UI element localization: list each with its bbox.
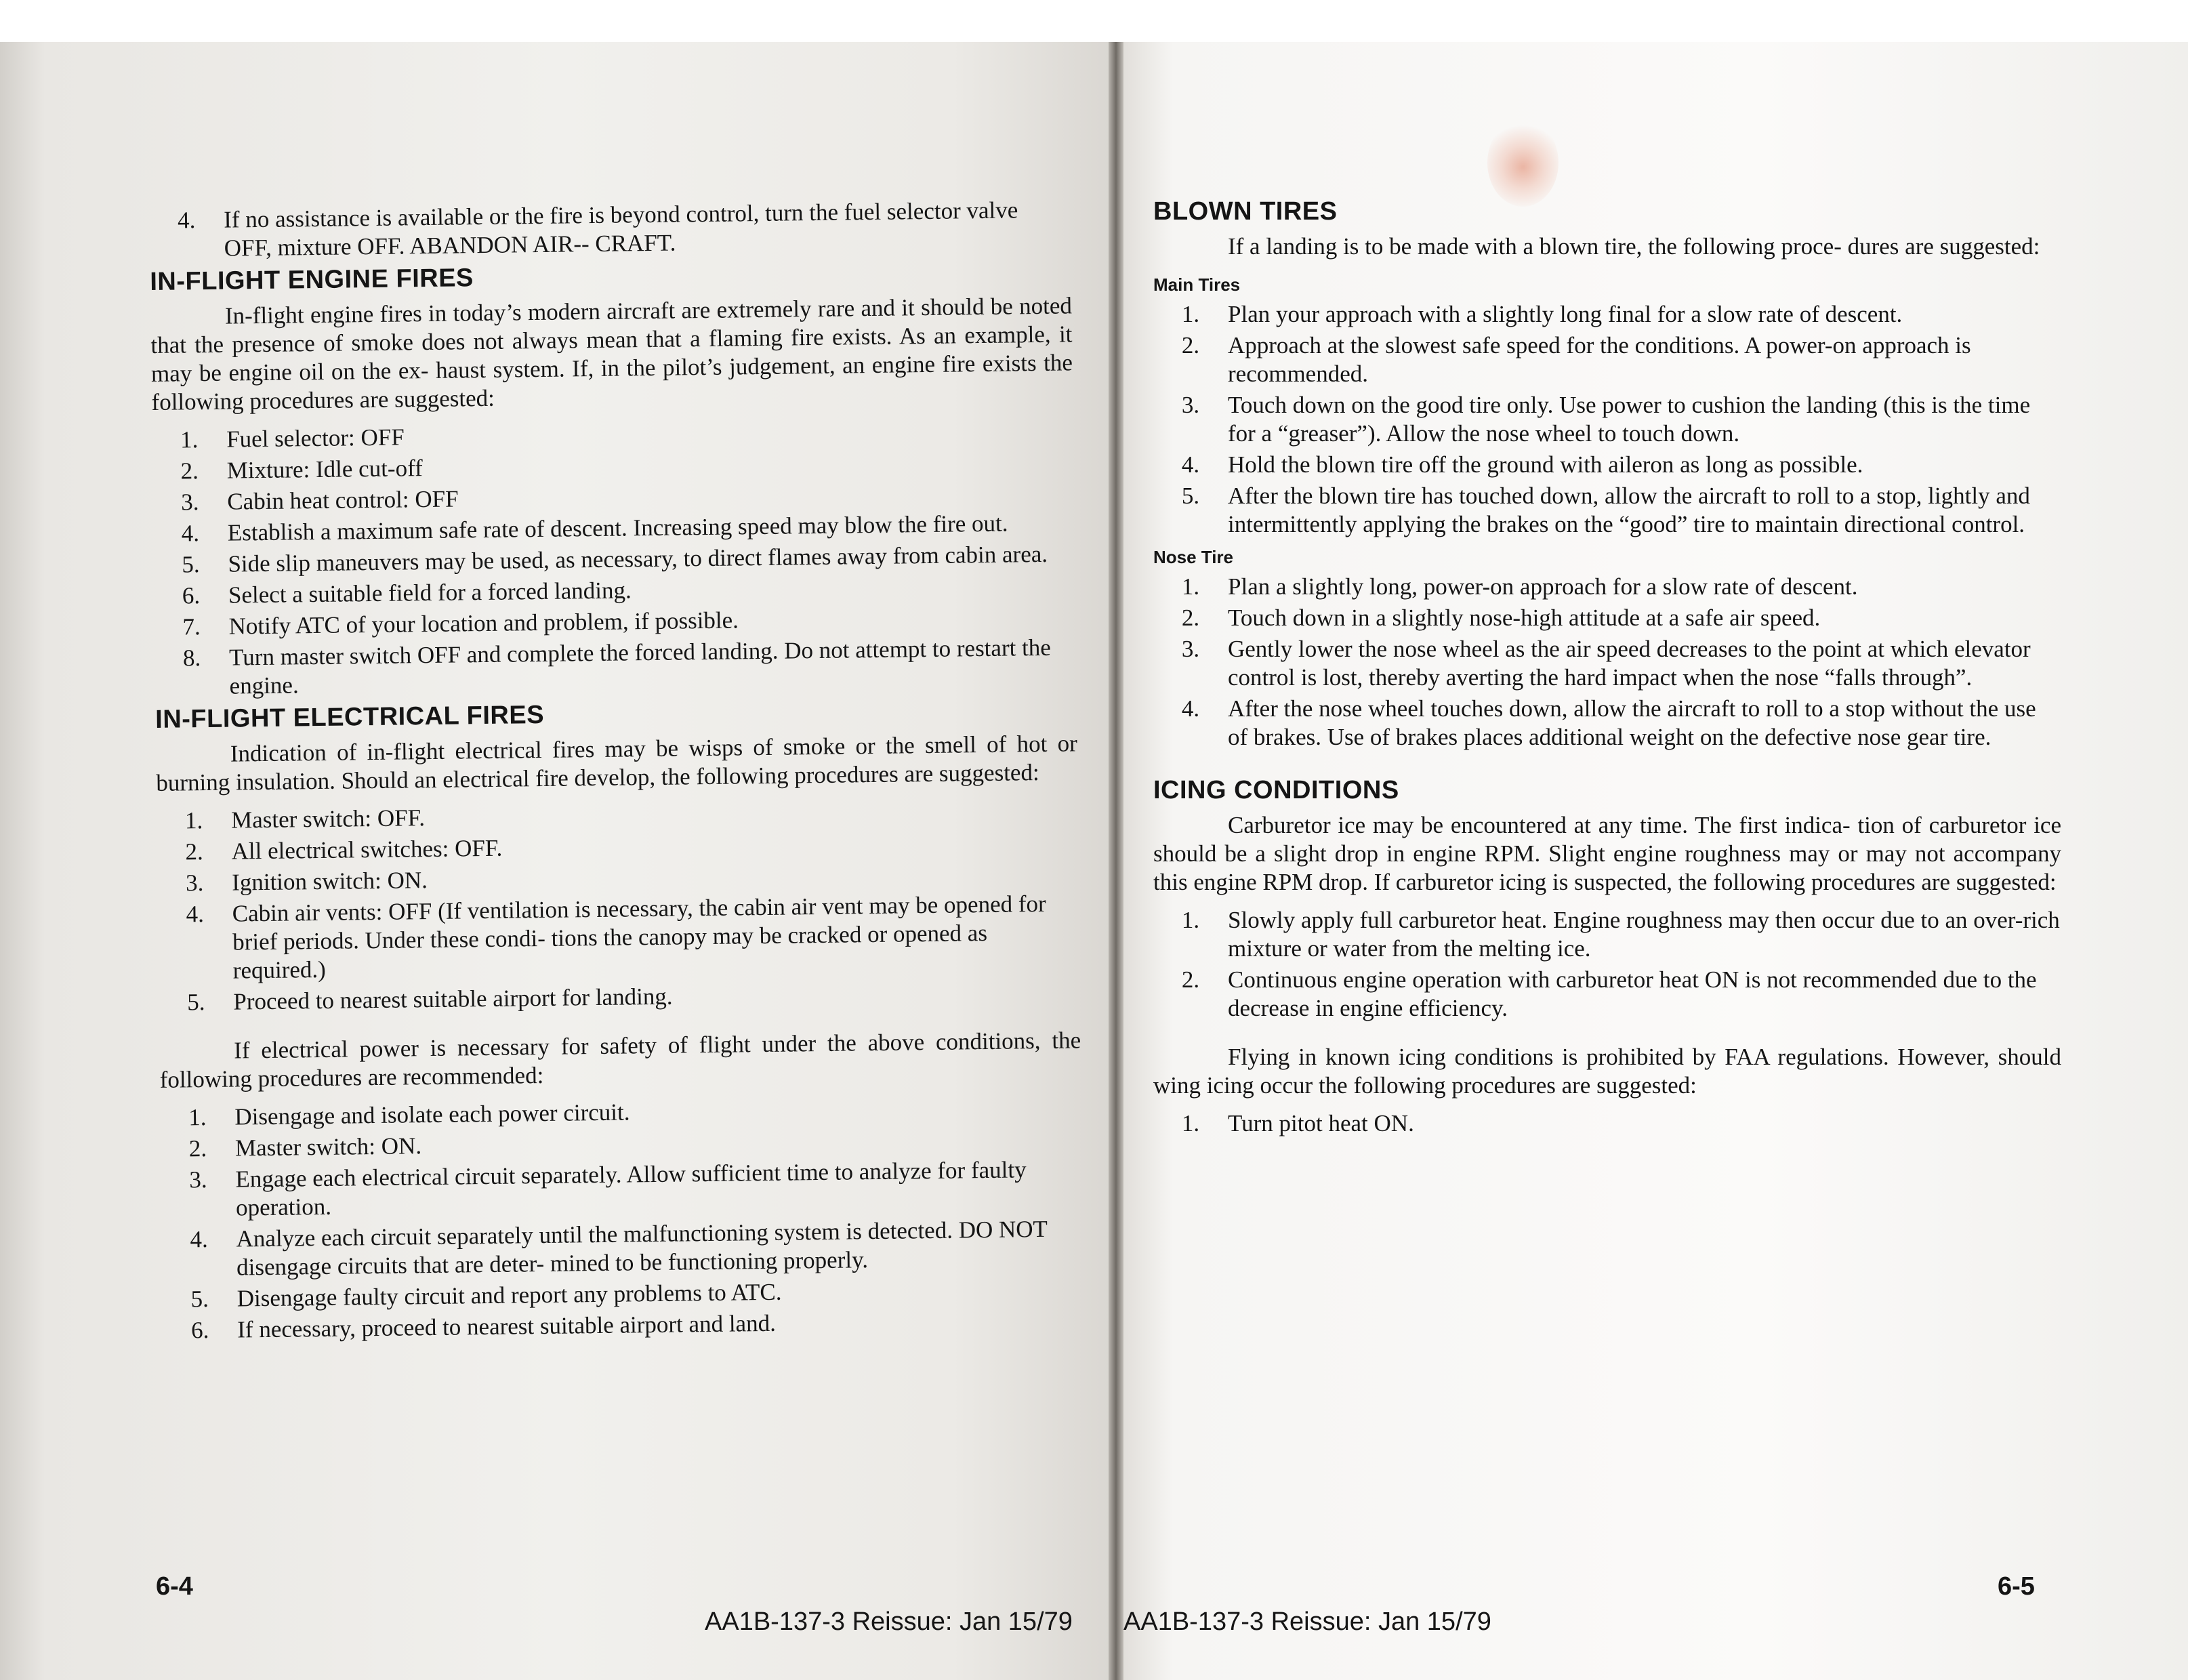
- item-number: 3.: [189, 1166, 207, 1193]
- list-item: [149, 195, 1071, 264]
- subheading: Nose Tire: [1153, 547, 1234, 567]
- item-text: Touch down on the good tire only. Use power to cushion the landing (this is the time for a “greaser”). Allow the nose wheel to touch down.: [1228, 392, 2031, 447]
- item-text: Approach at the slowest safe speed for the conditions. A power-on approach is recommended.: [1228, 332, 1971, 387]
- item-text: Analyze each circuit separately until the malfunctioning system is detected. DO NOT disengage circuits that are deter- mined to be functioning properly.: [236, 1215, 1048, 1281]
- item-text: All electrical switches: OFF.: [231, 834, 503, 865]
- item-text: Plan your approach with a slightly long final for a slow rate of descent.: [1228, 301, 1903, 327]
- item-number: 2.: [1181, 966, 1200, 993]
- paragraph: In-flight engine fires in today’s modern aircraft are extremely rare and it should be noted that the presence of smoke does not always mean that a flaming fire exists. As an example, it may be engine oil on the ex- haust system. If, in the pilot’s judgement, an engine fire exists the following procedures are suggested:: [150, 292, 1073, 415]
- footer-right: AA1B-137-3 Reissue: Jan 15/79: [1123, 1607, 1491, 1636]
- item-number: 5.: [1181, 483, 1200, 509]
- item-text: If no assistance is available or the fire is beyond control, turn the fuel selector valve OFF, mixture OFF. ABANDON AIR-- CRAFT.: [224, 197, 1018, 262]
- item-number: 5.: [182, 551, 200, 578]
- list-item: [1153, 635, 2061, 692]
- paragraph: Carburetor ice may be encountered at any time. The first indica- tion of carburetor ice should be a slight drop in engine RPM. Slight engine roughness may or may not accompany this engine RPM drop. If carburetor icing is suspected, the following procedures are suggested:: [1153, 812, 2061, 895]
- item-text: Side slip maneuvers may be used, as necessary, to direct flames away from cabin area.: [228, 540, 1048, 577]
- item-text: Disengage and isolate each power circuit.: [234, 1099, 630, 1130]
- item-number: 6.: [182, 582, 201, 609]
- wing-icing-list: [1153, 1109, 2061, 1138]
- item-text: Engage each electrical circuit separately. Allow sufficient time to analyze for faulty operation.: [235, 1156, 1027, 1221]
- subheading: Main Tires: [1153, 274, 1241, 295]
- footer-left: AA1B-137-3 Reissue: Jan 15/79: [705, 1607, 1073, 1636]
- list-item: [1153, 695, 2061, 752]
- item-number: 4.: [177, 207, 196, 234]
- list-item: [1153, 451, 2061, 479]
- item-text: Establish a maximum safe rate of descent. Increasing speed may blow the fire out.: [227, 510, 1008, 546]
- list-item: [1153, 604, 2061, 632]
- item-number: 1.: [1181, 907, 1200, 933]
- item-number: 6.: [190, 1317, 209, 1344]
- item-number: 2.: [1181, 332, 1200, 358]
- item-text: Gently lower the nose wheel as the air speed decreases to the point at which elevator control is lost, thereby averting the hard impact when the nose “falls through”.: [1228, 636, 2031, 691]
- electrical-fire-list: [157, 796, 1081, 1017]
- right-page-text: [1153, 193, 2061, 1141]
- item-number: 4.: [181, 520, 200, 547]
- spacer: [1153, 1025, 2061, 1043]
- item-number: 2.: [185, 838, 203, 865]
- item-text: Continuous engine operation with carburetor heat ON is not recommended due to the decrease in engine efficiency.: [1228, 966, 2037, 1021]
- item-text: Touch down in a slightly nose-high attitude at a safe air speed.: [1228, 605, 1821, 631]
- list-item: [161, 1214, 1083, 1283]
- item-text: Slowly apply full carburetor heat. Engine roughness may then occur due to an over-rich mixture or water from the melting ice.: [1228, 907, 2060, 962]
- paragraph: If electrical power is necessary for safety of flight under the above conditions, the following procedures are recommended:: [159, 1027, 1081, 1093]
- item-text: Master switch: OFF.: [230, 804, 426, 834]
- item-text: Proceed to nearest suitable airport for landing.: [233, 983, 673, 1015]
- item-number: 3.: [180, 489, 199, 516]
- list-item: [154, 633, 1077, 701]
- item-number: 1.: [180, 426, 199, 453]
- item-number: 5.: [186, 989, 205, 1016]
- paragraph: Flying in known icing conditions is prohibited by FAA regulations. However, should wing icing occur the following procedures are suggested:: [1153, 1044, 2061, 1099]
- engine-fire-list: [152, 415, 1077, 701]
- book-gutter: [1109, 42, 1123, 1680]
- item-number: 3.: [185, 869, 204, 897]
- item-text: Turn master switch OFF and complete the forced landing. Do not attempt to restart the engine.: [228, 634, 1052, 699]
- item-text: Master switch: ON.: [234, 1132, 422, 1162]
- item-text: Plan a slightly long, power-on approach for a slow rate of descent.: [1228, 573, 1858, 600]
- item-number: 2.: [180, 457, 199, 485]
- left-page-text: [149, 195, 1084, 1347]
- item-text: Hold the blown tire off the ground with aileron as long as possible.: [1228, 451, 1863, 478]
- paragraph: If a landing is to be made with a blown tire, the following proce- dures are suggested:: [1228, 233, 2040, 260]
- page-number-right: 6-5: [1998, 1572, 2035, 1601]
- list-item: [1153, 1109, 2061, 1138]
- item-number: 5.: [190, 1286, 209, 1313]
- list-item: [1153, 331, 2061, 388]
- main-tires-list: [1153, 300, 2061, 539]
- item-text: If necessary, proceed to nearest suitable airport and land.: [237, 1309, 777, 1343]
- item-number: 1.: [184, 807, 203, 834]
- item-number: 1.: [1181, 1110, 1200, 1136]
- item-number: 2.: [188, 1135, 207, 1162]
- section-heading: IN-FLIGHT ENGINE FIRES: [150, 264, 474, 296]
- list-item: [1153, 966, 2061, 1023]
- item-text: Turn pitot heat ON.: [1228, 1110, 1414, 1136]
- item-number: 4.: [1181, 695, 1200, 722]
- spacer: [1153, 754, 2061, 772]
- item-number: 3.: [1181, 392, 1200, 418]
- item-number: 1.: [1181, 573, 1200, 600]
- paragraph: Indication of in-flight electrical fires may be wisps of smoke or the smell of hot or burning insulation. Should an electrical fire develop, the following procedures are suggested:: [156, 730, 1078, 796]
- item-text: After the nose wheel touches down, allow the aircraft to roll to a stop without the use of brakes. Use of brakes places additional weight on the defective nose gear tire.: [1228, 695, 2036, 750]
- item-text: After the blown tire has touched down, allow the aircraft to roll to a stop, lightly and intermittently applying the brakes on the “good” tire to maintain directional control.: [1228, 483, 2030, 537]
- list-item: [1153, 300, 2061, 329]
- item-number: 7.: [182, 613, 201, 640]
- section-heading: IN-FLIGHT ELECTRICAL FIRES: [154, 700, 545, 734]
- item-number: 1.: [188, 1104, 207, 1131]
- item-text: Mixture: Idle cut-off: [226, 455, 423, 484]
- item-text: Cabin heat control: OFF: [227, 485, 459, 515]
- icing-list: [1153, 906, 2061, 1023]
- item-number: 4.: [190, 1226, 208, 1253]
- item-number: 1.: [1181, 301, 1200, 327]
- list-item: [1153, 391, 2061, 448]
- item-text: Cabin air vents: OFF (If ventilation is necessary, the cabin air vent may be opened for brief periods. Under these condi- tions the canopy may be cracked or opened as required.): [232, 890, 1046, 984]
- item-number: 3.: [1181, 636, 1200, 662]
- section-heading: ICING CONDITIONS: [1153, 776, 1399, 804]
- list-item: [1153, 573, 2061, 601]
- item-text: Ignition switch: ON.: [231, 867, 428, 896]
- power-restore-list: [160, 1092, 1084, 1345]
- item-number: 2.: [1181, 605, 1200, 631]
- page-number-left: 6-4: [156, 1572, 193, 1601]
- list-item: [161, 1155, 1083, 1223]
- nose-tire-list: [1153, 573, 2061, 752]
- section-heading: BLOWN TIRES: [1153, 197, 1338, 226]
- list-item: [1153, 906, 2061, 963]
- item-text: Fuel selector: OFF: [226, 424, 405, 453]
- item-number: 4.: [1181, 451, 1200, 478]
- list-item: [158, 889, 1080, 986]
- list-item: [1153, 482, 2061, 539]
- item-number: 8.: [182, 644, 201, 672]
- item-text: Notify ATC of your location and problem, if possible.: [228, 607, 739, 640]
- item-text: Select a suitable field for a forced landing.: [228, 577, 632, 609]
- item-text: Disengage faulty circuit and report any problems to ATC.: [236, 1278, 782, 1312]
- item-number: 4.: [186, 901, 205, 928]
